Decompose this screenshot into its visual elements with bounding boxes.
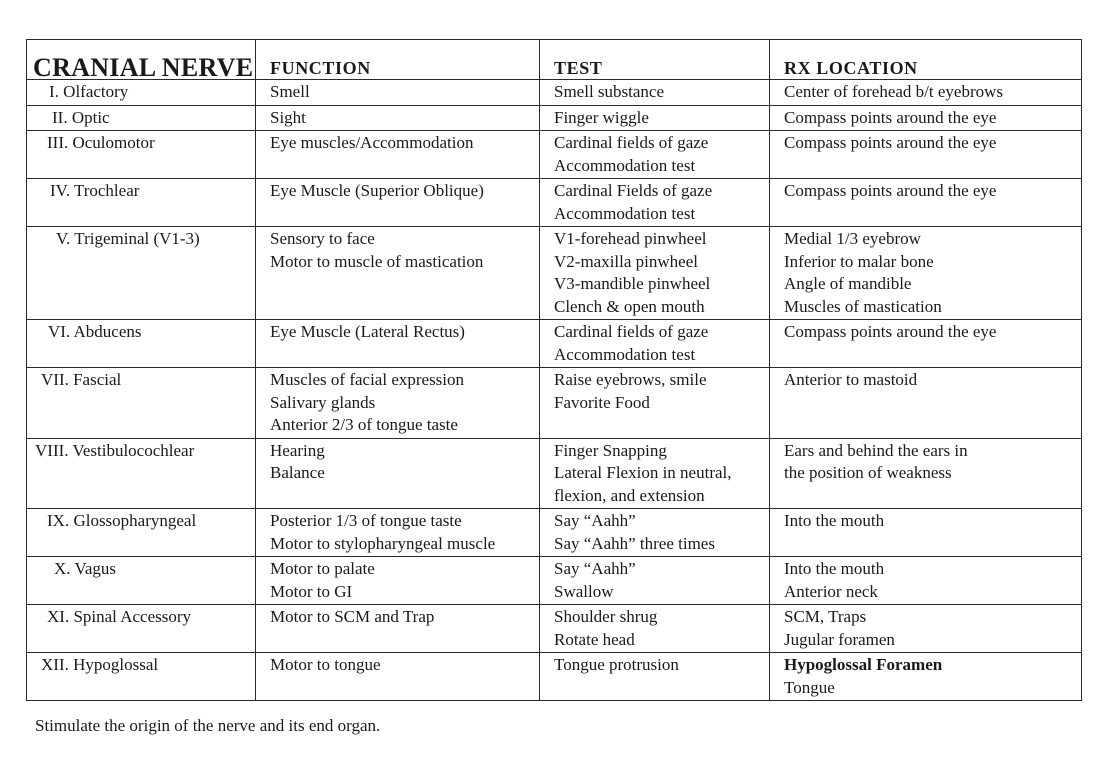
table-header-row: [27, 40, 1082, 80]
rx-location-cell-line: SCM, Traps: [784, 607, 867, 626]
test-cell-line: Shoulder shrug: [554, 607, 658, 626]
function-cell: [256, 179, 540, 227]
rx-location-cell-line: Anterior neck: [784, 581, 878, 601]
function-cell: [256, 605, 540, 653]
function-cell-line: Sensory to face: [270, 229, 375, 248]
test-cell-line: Cardinal Fields of gaze: [554, 181, 713, 200]
test-cell: [540, 105, 770, 131]
function-cell-line: Muscles of facial expression: [270, 370, 465, 389]
rx-location-cell: [770, 131, 1082, 179]
function-cell-line: Smell: [270, 82, 310, 101]
table-row: [27, 605, 1082, 653]
rx-location-cell: [770, 605, 1082, 653]
test-cell-line: Smell substance: [554, 82, 665, 101]
cranial-nerve-cell: X. Vagus: [27, 557, 256, 605]
function-cell: [256, 227, 540, 320]
function-cell: [256, 557, 540, 605]
test-cell-line: V1-forehead pinwheel: [554, 229, 707, 248]
table-body: [27, 80, 1082, 701]
cranial-nerve-cell: XII. Hypoglossal: [27, 653, 256, 701]
table-row: [27, 179, 1082, 227]
rx-location-cell: [770, 179, 1082, 227]
rx-location-cell-line: Compass points around the eye: [784, 107, 997, 127]
test-cell-line: Raise eyebrows, smile: [554, 370, 707, 389]
test-cell-line: Accommodation test: [554, 155, 696, 175]
rx-location-cell-line: Angle of mandible: [784, 274, 912, 293]
rx-location-cell: [770, 368, 1082, 439]
table-row: [27, 320, 1082, 368]
cranial-nerve-table: [26, 39, 1082, 701]
cranial-nerve-document: [26, 39, 1081, 701]
function-cell: [256, 653, 540, 701]
function-cell: [256, 131, 540, 179]
rx-location-cell-line: Tongue: [784, 677, 835, 697]
test-cell: [540, 80, 770, 106]
table-row: [27, 105, 1082, 131]
test-cell-line: V2-maxilla pinwheel: [554, 251, 698, 271]
cranial-nerve-cell: IV. Trochlear: [27, 179, 256, 227]
test-cell-line: Rotate head: [554, 629, 635, 649]
function-cell-line: Eye muscles/Accommodation: [270, 133, 474, 152]
test-cell-line: V3-mandible pinwheel: [554, 274, 711, 293]
test-cell-line: Cardinal fields of gaze: [554, 133, 709, 152]
test-cell: [540, 131, 770, 179]
table-row: [27, 227, 1082, 320]
function-cell-line: Balance: [270, 463, 325, 482]
function-cell-line: Motor to tongue: [270, 655, 381, 674]
test-cell: [540, 605, 770, 653]
function-cell-line: Motor to stylopharyngeal muscle: [270, 533, 496, 553]
function-cell: [256, 80, 540, 106]
rx-location-cell-line: Inferior to malar bone: [784, 251, 934, 271]
test-cell: [540, 179, 770, 227]
cranial-nerve-cell: VII. Fascial: [27, 368, 256, 439]
test-cell-line: Finger Snapping: [554, 440, 667, 460]
test-cell-line: Favorite Food: [554, 392, 650, 412]
function-cell: [256, 368, 540, 439]
rx-location-cell-line: Compass points around the eye: [784, 133, 997, 152]
test-cell-line: Tongue protrusion: [554, 655, 679, 674]
test-cell-line: Cardinal fields of gaze: [554, 322, 709, 341]
footnote: Stimulate the origin of the nerve and its end organ.: [35, 716, 381, 735]
rx-location-cell: [770, 105, 1082, 131]
column-header-cranial-nerve: CRANIAL NERVE: [27, 40, 256, 80]
function-cell-line: Hearing: [270, 440, 325, 460]
rx-location-cell: [770, 509, 1082, 557]
cranial-nerve-cell: XI. Spinal Accessory: [27, 605, 256, 653]
function-cell: [256, 509, 540, 557]
test-cell-line: Clench & open mouth: [554, 296, 705, 316]
rx-location-cell-line: Hypoglossal Foramen: [784, 655, 943, 674]
rx-location-cell-line: Medial 1/3 eyebrow: [784, 229, 921, 248]
function-cell-line: Eye Muscle (Lateral Rectus): [270, 322, 465, 341]
test-cell-line: Accommodation test: [554, 203, 696, 223]
rx-location-cell-line: Anterior to mastoid: [784, 370, 918, 389]
test-cell: [540, 653, 770, 701]
rx-location-cell: [770, 438, 1082, 509]
test-cell: [540, 557, 770, 605]
function-cell-line: Salivary glands: [270, 392, 376, 412]
rx-location-cell: [770, 653, 1082, 701]
function-cell-line: Motor to palate: [270, 559, 375, 578]
column-header-function: FUNCTION: [256, 40, 540, 80]
function-cell: [256, 320, 540, 368]
test-cell: [540, 368, 770, 439]
test-cell-line: Say “Aahh”: [554, 559, 636, 578]
test-cell: [540, 438, 770, 509]
test-cell-line: Say “Aahh” three times: [554, 533, 715, 553]
rx-location-cell-line: Into the mouth: [784, 559, 885, 578]
rx-location-cell: [770, 320, 1082, 368]
function-cell-line: Motor to SCM and Trap: [270, 607, 435, 626]
cranial-nerve-cell: IX. Glossopharyngeal: [27, 509, 256, 557]
table-row: [27, 509, 1082, 557]
rx-location-cell-line: Ears and behind the ears in: [784, 440, 968, 460]
column-header-test: TEST: [540, 40, 770, 80]
test-cell-line: Finger wiggle: [554, 107, 649, 127]
rx-location-cell-line: the position of weakness: [784, 463, 952, 482]
function-cell: [256, 105, 540, 131]
test-cell: [540, 509, 770, 557]
function-cell: [256, 438, 540, 509]
test-cell: [540, 320, 770, 368]
rx-location-cell-line: Muscles of mastication: [784, 296, 942, 316]
column-header-rx-location: RX LOCATION: [770, 40, 1082, 80]
rx-location-cell-line: Into the mouth: [784, 511, 885, 530]
cranial-nerve-cell: I. Olfactory: [27, 80, 256, 106]
test-cell-line: Swallow: [554, 581, 614, 601]
function-cell-line: Sight: [270, 107, 306, 127]
function-cell-line: Motor to muscle of mastication: [270, 251, 484, 271]
function-cell-line: Posterior 1/3 of tongue taste: [270, 511, 462, 530]
cranial-nerve-cell: VIII. Vestibulocochlear: [27, 438, 256, 509]
function-cell-line: Eye Muscle (Superior Oblique): [270, 181, 484, 200]
table-row: [27, 80, 1082, 106]
function-cell-line: Anterior 2/3 of tongue taste: [270, 415, 458, 434]
rx-location-cell-line: Compass points around the eye: [784, 322, 997, 341]
cranial-nerve-cell: VI. Abducens: [27, 320, 256, 368]
test-cell: [540, 227, 770, 320]
table-row: [27, 557, 1082, 605]
function-cell-line: Motor to GI: [270, 581, 353, 601]
rx-location-cell-line: Center of forehead b/t eyebrows: [784, 82, 1004, 101]
cranial-nerve-cell: II. Optic: [27, 105, 256, 131]
rx-location-cell: [770, 80, 1082, 106]
rx-location-cell: [770, 557, 1082, 605]
cranial-nerve-cell: V. Trigeminal (V1-3): [27, 227, 256, 320]
table-row: [27, 368, 1082, 439]
test-cell-line: Accommodation test: [554, 344, 696, 364]
table-row: [27, 131, 1082, 179]
test-cell-line: Say “Aahh”: [554, 511, 636, 530]
cranial-nerve-cell: III. Oculomotor: [27, 131, 256, 179]
test-cell-line: flexion, and extension: [554, 485, 705, 505]
rx-location-cell: [770, 227, 1082, 320]
rx-location-cell-line: Jugular foramen: [784, 629, 895, 649]
table-row: [27, 438, 1082, 509]
test-cell-line: Lateral Flexion in neutral,: [554, 463, 732, 482]
table-row: [27, 653, 1082, 701]
rx-location-cell-line: Compass points around the eye: [784, 181, 997, 200]
